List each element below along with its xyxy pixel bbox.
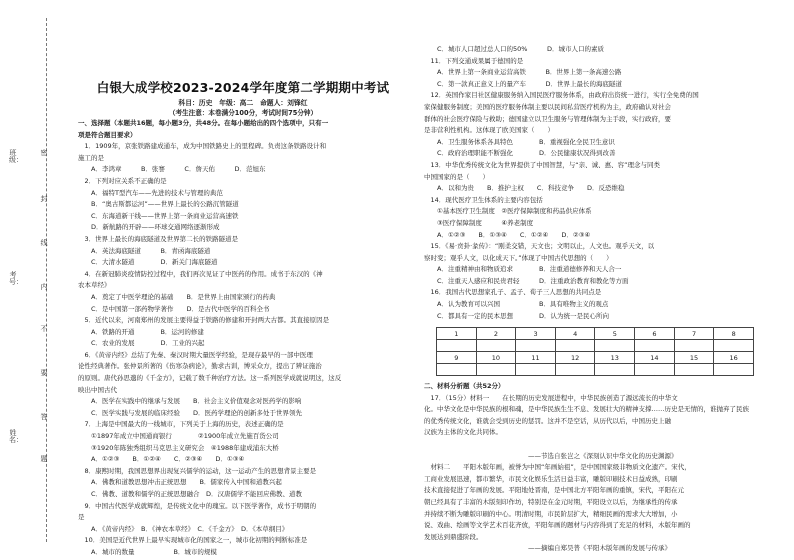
text-line: 项是符合题目要求） bbox=[78, 130, 137, 139]
answer-cell[interactable] bbox=[595, 340, 635, 352]
margin-class-label: 班级： bbox=[9, 149, 23, 164]
text-line: ③1920年陈独秀组织马克思主义研究会 ④1988年建成浦东大桥 bbox=[78, 443, 279, 452]
question-number-cell: 6 bbox=[635, 328, 675, 340]
text-line: 的优秀传统文化，谁就会受到历史的惩罚。这并不是空话，从历代以后，中国历史上融 bbox=[424, 416, 671, 425]
text-line: 映出中国古代 bbox=[78, 385, 117, 394]
answer-cell[interactable] bbox=[635, 364, 675, 376]
question-number-cell: 15 bbox=[674, 352, 714, 364]
text-line: ①1897年成立中国通商银行 ②1900年成立先施百货公司 bbox=[78, 432, 279, 441]
answer-cell[interactable] bbox=[516, 364, 556, 376]
question-number-cell: 11 bbox=[516, 352, 556, 364]
text-line: 17．（15分）材料一 在长期的历史发展进程中，中华民族创造了源远流长的中华文 bbox=[424, 393, 678, 402]
answer-cell[interactable] bbox=[555, 340, 595, 352]
text-line: 8．康熙时期，我国思想界出现复兴儒学的运动，这一运动产生的思想背景主要是 bbox=[78, 466, 317, 475]
answer-cell[interactable] bbox=[437, 364, 477, 376]
text-line: 9．中国古代医学成就辉煌，是传统文化中的瑰宝。以下医学著作，成书于明朝的 bbox=[78, 501, 317, 510]
question-number-cell: 7 bbox=[674, 328, 714, 340]
text-line: C．农业的发展 D．工业的兴起 bbox=[78, 339, 205, 348]
question-number-cell: 10 bbox=[476, 352, 516, 364]
answer-cell[interactable] bbox=[476, 364, 516, 376]
text-line: 工商业发展迅速，都市繁华，市民文化娱乐生活日益丰富，雕版印刷技术日益成熟，印刷 bbox=[424, 474, 678, 483]
text-line: A．世界上第一条商业运营高铁 B．世界上第一条高速公路 bbox=[424, 68, 622, 77]
text-line: A．医学在实践中的继承与发展 B．社会主义价值观念对医药学的影响 bbox=[78, 397, 302, 406]
question-number-cell: 16 bbox=[714, 352, 754, 364]
exam-meta: 科目：历史 年级：高二 命题人：刘锋红 bbox=[178, 99, 308, 107]
exam-title: 白银大成学校2023-2024学年度第二学期期中考试 bbox=[96, 80, 390, 95]
margin-seal-char: 不 bbox=[40, 325, 48, 333]
text-line: 家保健服务制度；美国的医疗服务体制主要以民间私营医疗机构为主，政府确认对社会 bbox=[424, 102, 671, 111]
text-line: 13．中华优秀传统文化为世界提供了中国智慧，与“亲、诚、惠、容”理念与同类 bbox=[424, 160, 661, 169]
text-line: 14．现代医疗卫生体系的主要内容包括 bbox=[424, 195, 543, 204]
text-line: 5．近代以来，河南郑州的发展主要得益于铁路的修建和开封两大古都。其直接原因是 bbox=[78, 316, 330, 325]
answer-cell[interactable] bbox=[674, 364, 714, 376]
margin-number-label: 考号： bbox=[9, 271, 23, 286]
question-number-cell: 13 bbox=[595, 352, 635, 364]
text-line: 的原则。唐代孙思邈的《千金方》，记载了数千种治疗方法。这一系列医学成就说明这，这反 bbox=[78, 374, 342, 383]
left-question-list bbox=[78, 118, 408, 559]
margin-seal-char: 题 bbox=[40, 455, 48, 463]
question-number-cell: 4 bbox=[555, 328, 595, 340]
text-line: 3．世界上最长的海底隧道及世界第二长的铁路隧道是 bbox=[78, 234, 239, 243]
text-line: 材料二 平阳木版年画，被誉为中国“年画始祖”，是中国国家级非物质文化遗产。宋代， bbox=[424, 463, 691, 472]
text-line: 15．《易·贲卦·彖传》：“刚柔交错，天文也；文明以止，人文也。观乎天文，以 bbox=[424, 242, 655, 251]
text-line: C．政府治理职能不断强化 D．公民健康状况得到改善 bbox=[424, 149, 616, 158]
text-line: 16．我国古代思想家孔子、孟子、荀子三人思想的共同点是 bbox=[424, 288, 602, 297]
material-analysis-section bbox=[424, 381, 754, 555]
text-line: 是非营利性机构。这体现了欧美国家（ ） bbox=[424, 126, 554, 135]
right-question-list bbox=[424, 44, 754, 322]
text-line: ①基本医疗卫生制度 ②医疗保障制度和药品供应体系 bbox=[424, 207, 592, 216]
text-line: A．铁路的开通 B．运河的修建 bbox=[78, 327, 204, 336]
text-line: 是 bbox=[78, 513, 85, 522]
text-line: 1．1909年，京张铁路建成通车，成为中国铁路史上的里程碑。负责这条铁路设计和 bbox=[78, 142, 327, 151]
text-line: B．“奥古斯都运河”——世界上最长的公路沉管隧道 bbox=[78, 200, 239, 209]
answer-cell[interactable] bbox=[674, 340, 714, 352]
binding-margin bbox=[0, 0, 60, 560]
question-number-cell: 8 bbox=[714, 328, 754, 340]
text-line: 技术直接促进了年画的发展。平阳地处晋南，是中国北方平阳年画的重镇，宋代，平阳在元 bbox=[424, 486, 684, 495]
text-line: 朝已经具有了丰富的木版刻印作坊，特别是在金元时期，平阳设立以后，为继承性的传承 bbox=[424, 497, 678, 506]
text-line: A．①②③ B．①②④ C．②③④ D．①③④ bbox=[78, 455, 245, 464]
text-line: 并持续不断为雕版印刷的中心。明清时期，市民阶层扩大，精细民画的需求大大增加，小 bbox=[424, 509, 678, 518]
text-line: 农本草经》 bbox=[78, 281, 111, 290]
answer-cell[interactable] bbox=[555, 364, 595, 376]
text-line: ——摘编自郑昊普《平阳木版年画的发展与传承》 bbox=[424, 544, 671, 553]
text-line: C．注重天人感应和民贵君轻 D．注重政治教育和教化等方面 bbox=[424, 276, 629, 285]
text-line: 12．英国作家目社区健康服务纳入国民医疗服务体系，由政府出资统一进行，实行全免费的国 bbox=[424, 91, 699, 100]
text-line: 施工的是 bbox=[78, 153, 104, 162]
text-line: C．东海道新干线——世界上第一条商业运营高速铁 bbox=[78, 211, 239, 220]
text-line: 一、选择题（本题共16题，每小题3分，共48分。在每小题给出的四个选项中，只有一 bbox=[78, 119, 329, 127]
answer-grid-row bbox=[437, 352, 754, 364]
question-number-cell: 9 bbox=[437, 352, 477, 364]
text-line: A．奠定了中医学理论的基础 B．是世界上由国家颁行的药典 bbox=[78, 292, 276, 301]
text-line: D．新航路的开辟——环球交通网络逐渐形成 bbox=[78, 223, 220, 232]
text-line: A．注重精神由和物质追求 B．注重道德修养和天人合一 bbox=[424, 265, 622, 274]
answer-grid-row bbox=[437, 340, 754, 352]
text-line: 2．下列对应关系不正确的是 bbox=[78, 176, 167, 185]
text-line: A．李鸿章 B．张謇 C．詹天佑 D．范旭东 bbox=[78, 165, 266, 174]
text-line: A．卫生服务体系各具特色 B．重视强化全民卫生意识 bbox=[424, 137, 615, 146]
answer-cell[interactable] bbox=[635, 340, 675, 352]
text-line: C．大清水隧道 D．新关门海底隧道 bbox=[78, 258, 218, 267]
text-line: 汉族为主体的文化共同体。 bbox=[424, 428, 502, 437]
margin-seal-char: 内 bbox=[40, 283, 48, 291]
question-number-cell: 5 bbox=[595, 328, 635, 340]
text-line: ——节选自张岂之《深刻认识中华文化的历史渊源》 bbox=[424, 451, 678, 460]
text-line: 察时变；观乎人文，以化成天下。”体现了中国古代思想的（ ） bbox=[424, 253, 613, 262]
text-line: C．佛教、道教和儒学的正统思想融合 D．汉唐儒学不能回应佛教、道教 bbox=[78, 490, 303, 498]
question-number-cell: 12 bbox=[555, 352, 595, 364]
exam-note: （考生注意：本卷满分100分，考试时间75分钟） bbox=[168, 109, 318, 117]
text-line: A．佛教和道教思想冲击正统思想 B．儒家传入中国和道教兴起 bbox=[78, 478, 282, 487]
margin-seal-char: 答 bbox=[40, 413, 48, 421]
answer-cell[interactable] bbox=[714, 340, 754, 352]
text-line bbox=[424, 439, 754, 451]
margin-seal-char: 密 bbox=[40, 149, 48, 157]
text-line: C．医学实践与发展的临床经验 D．医药学理论的创新多处于世界领先 bbox=[78, 408, 303, 417]
text-line: A．城市的数量 B．城市的规模 bbox=[78, 547, 217, 556]
question-number-cell: 1 bbox=[437, 328, 477, 340]
text-line: 化。中华文化是中华民族的根和魂，是中华民族生生不息、发展壮大的精神支撑……历史是无情的，谁抛弃了民族 bbox=[424, 405, 749, 414]
answer-cell[interactable] bbox=[437, 340, 477, 352]
text-line: A．英法海底隧道 B．青函海底隧道 bbox=[78, 246, 211, 255]
margin-seal-char: 封 bbox=[40, 195, 48, 203]
question-number-cell: 3 bbox=[516, 328, 556, 340]
text-line: A．①②③ B．①③④ C．①②④ D．②③④ bbox=[424, 230, 591, 239]
answer-grid-row bbox=[437, 364, 754, 376]
answer-cell[interactable] bbox=[595, 364, 635, 376]
text-line: A．《黄帝内经》 B．《神农本草经》 C．《千金方》 D．《本草纲目》 bbox=[78, 524, 289, 533]
answer-cell[interactable] bbox=[714, 364, 754, 376]
text-line: 7．上海是中国最大的一线城市，下列关于上海的历史，表述正确的是 bbox=[78, 420, 284, 429]
margin-seal-char: 线 bbox=[40, 239, 48, 247]
text-line: 说、戏曲、绘画等文学艺术百花齐放，平阳年画的题材与内容得到了充足的材料，木版年画的 bbox=[424, 521, 691, 530]
text-line: C．是中国第一部药物学著作 D．是古代中医学的百科全书 bbox=[78, 304, 270, 313]
margin-seal-char: 要 bbox=[40, 369, 48, 377]
margin-name-label: 姓名： bbox=[9, 429, 23, 444]
answer-cell[interactable] bbox=[516, 340, 556, 352]
text-line: 4．在新冠肺炎疫情防控过程中，我们再次见证了中医药的作用。成书于东汉的《神 bbox=[78, 269, 323, 278]
answer-grid bbox=[436, 327, 754, 376]
question-number-cell: 14 bbox=[635, 352, 675, 364]
text-line: 群体的社会医疗保险与救助；德国建立以卫生服务与管理体制为主手段，实行政府，要 bbox=[424, 114, 671, 123]
text-line: A．以和为贵 B．推护主权 C．科技竞争 D．反恐维稳 bbox=[424, 184, 625, 193]
text-line: 论性经典著作。张仲景所著的《伤寒杂病论》，勤求古训，博采众方，提出了辨证施治 bbox=[78, 362, 322, 371]
text-line: 中国国家的是（ ） bbox=[424, 172, 489, 181]
seal-line bbox=[46, 18, 47, 542]
text-line: 6．《黄帝内经》总结了先秦、秦汉时期大量医学经验，是现存最早的一部中医理 bbox=[78, 350, 313, 359]
text-line: A．福特T型汽车——先进的技术与管理的典范 bbox=[78, 188, 223, 197]
text-line: C．城市人口超过总人口的50% D．城市人口的素质 bbox=[424, 45, 604, 53]
answer-grid-row bbox=[437, 328, 754, 340]
text-line: 10．美国是近代世界上最早实现城市化的国家之一，城市化初期的判断标准是 bbox=[78, 536, 308, 545]
text-line: C．第一款真正意义上的量产车 D．世界上最长的海底隧道 bbox=[424, 79, 623, 88]
question-number-cell: 2 bbox=[476, 328, 516, 340]
text-line: A．认为教育可以兴国 B．具有唯物主义的观点 bbox=[424, 300, 609, 309]
text-line: ③医疗保障制度 ④养老制度 bbox=[424, 218, 534, 227]
text-line: 发展达到鼎盛阶段。 bbox=[424, 532, 483, 541]
text-line: 11．下列交通成果属于德国的是 bbox=[424, 56, 524, 65]
answer-cell[interactable] bbox=[476, 340, 516, 352]
text-line: C．都具有一定的民本思想 D．认为统一是民心所向 bbox=[424, 311, 610, 320]
text-line: 二、材料分析题（共52分） bbox=[424, 382, 505, 390]
